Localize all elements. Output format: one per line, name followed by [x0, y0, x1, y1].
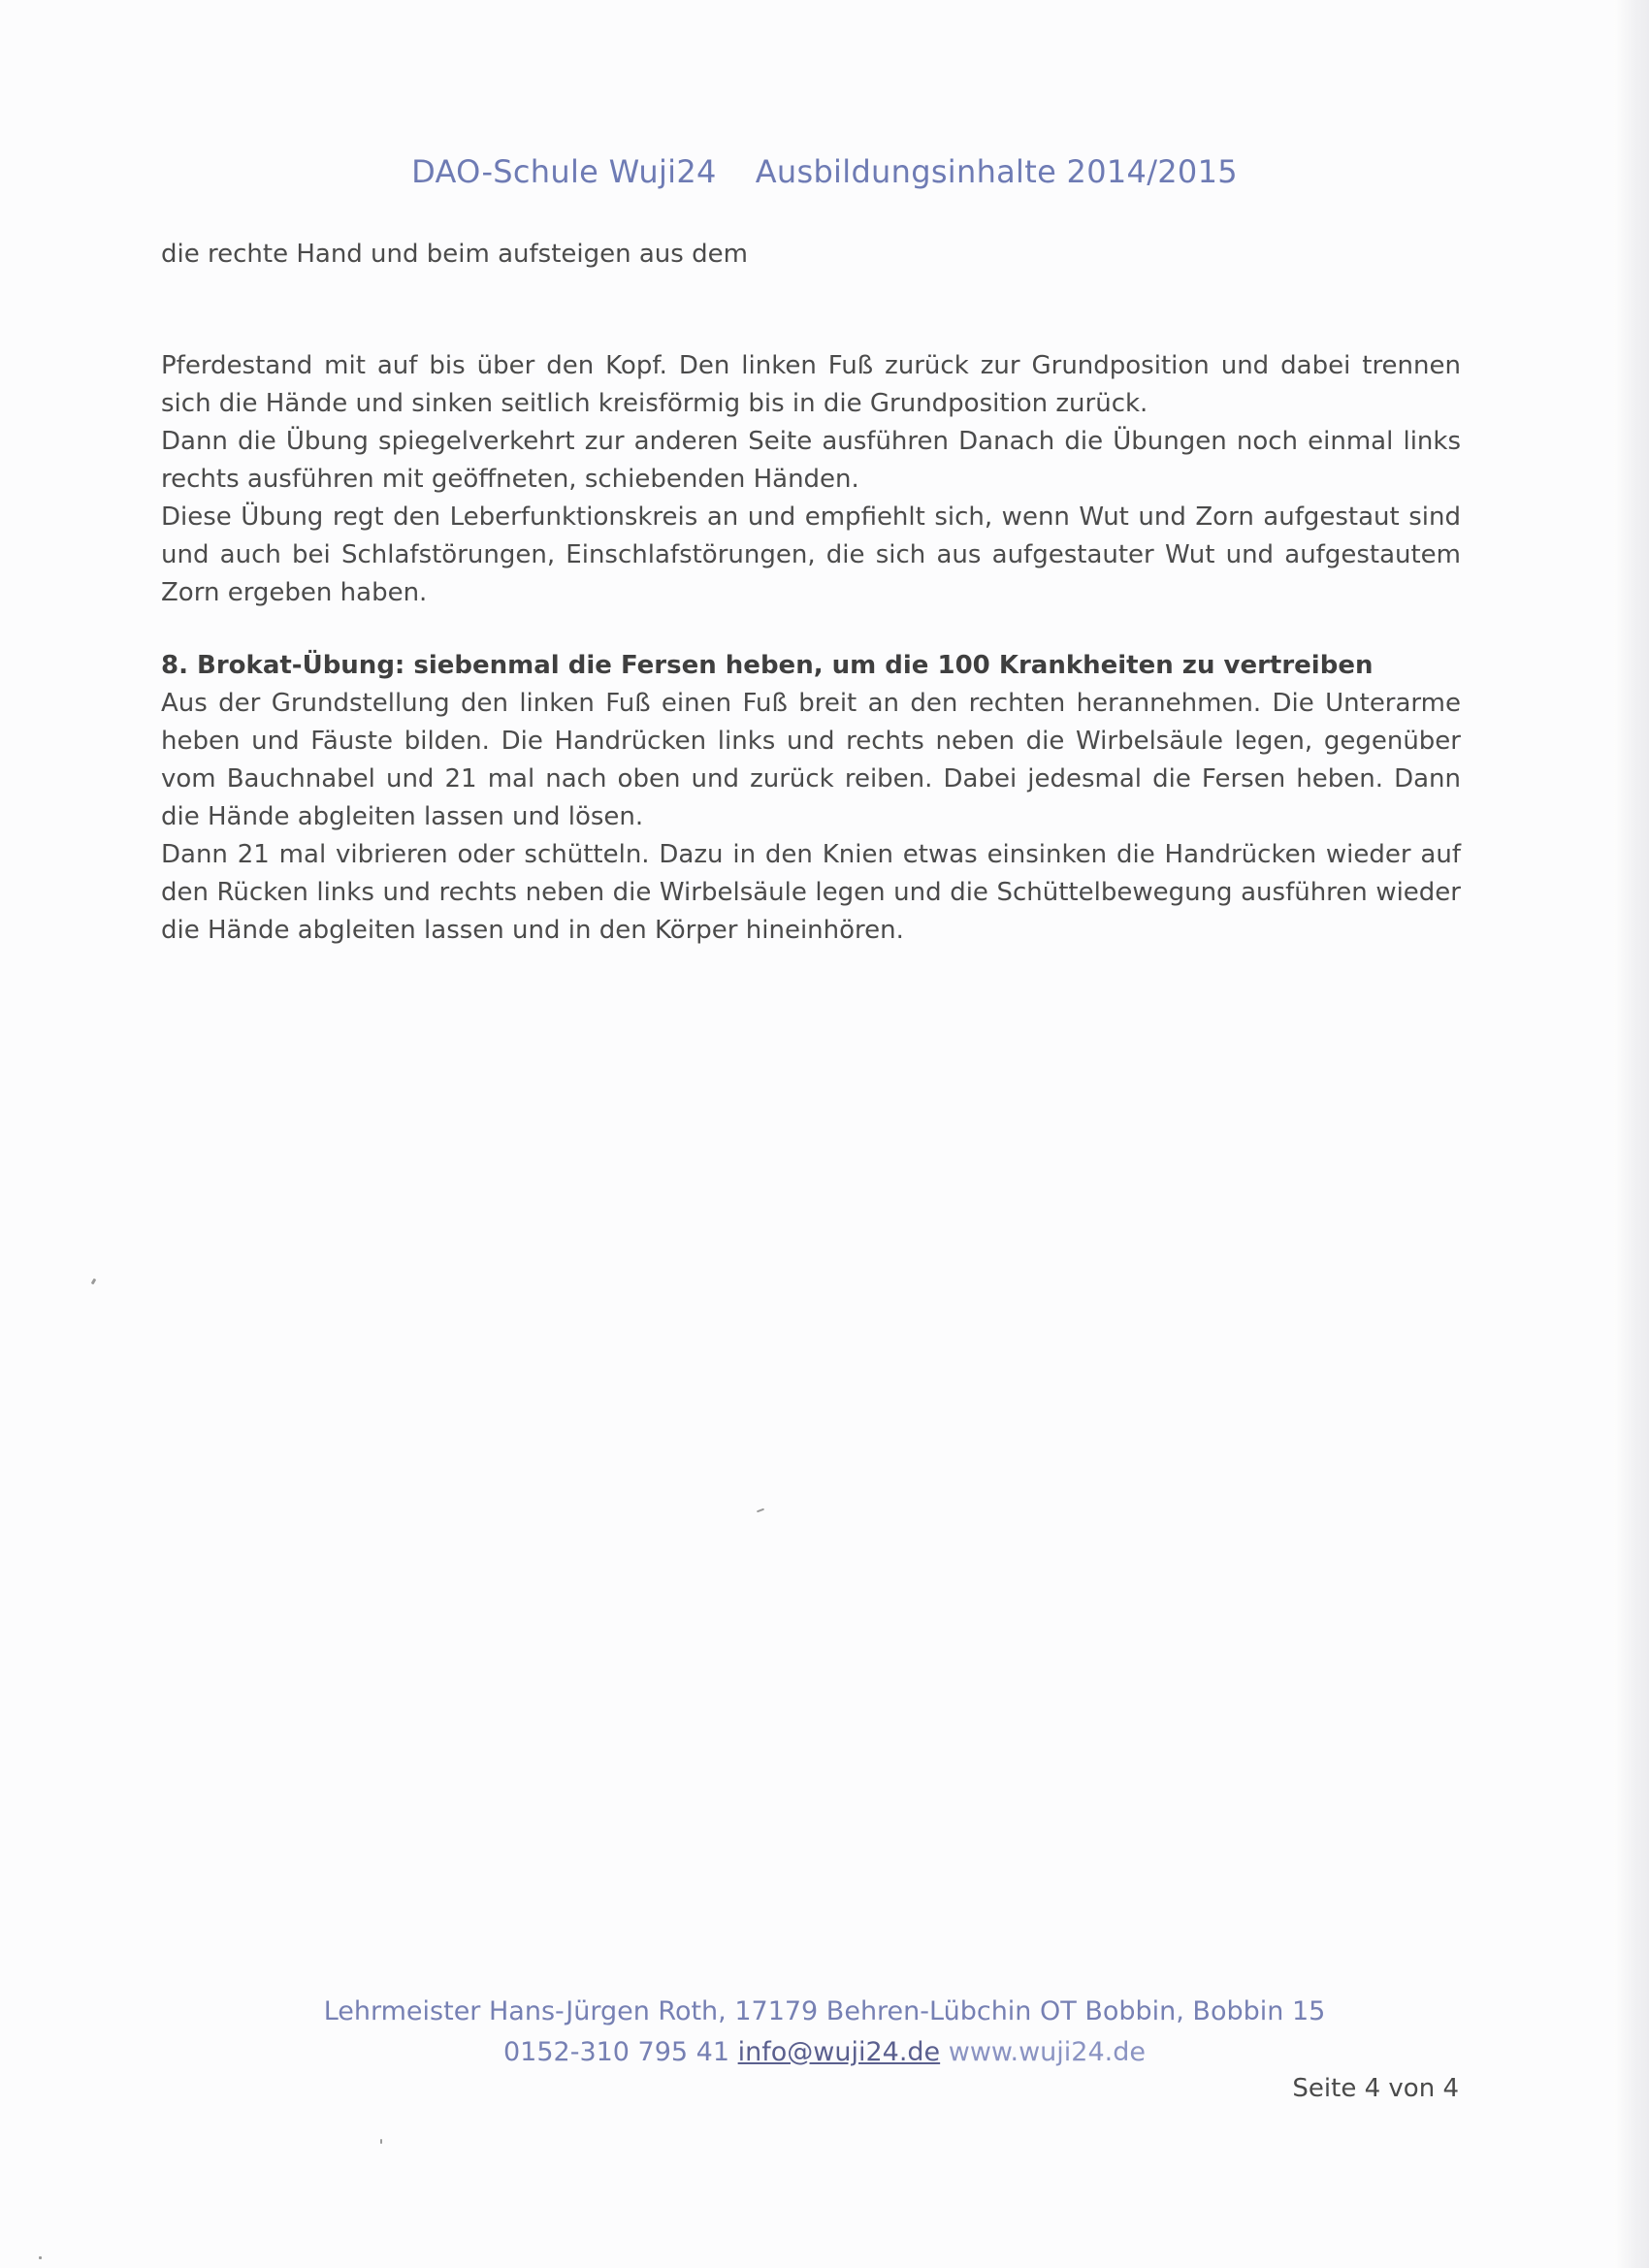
scan-speck — [39, 2256, 42, 2259]
body-first-line-block — [161, 236, 1461, 274]
body-first-line: die rechte Hand und beim aufsteigen aus dem — [161, 240, 748, 269]
scan-speck — [757, 1508, 764, 1513]
footer-website-link[interactable]: www.wuji24.de — [948, 2037, 1146, 2067]
footer-address: Lehrmeister Hans-Jürgen Roth, 17179 Behren-Lübchin OT Bobbin, Bobbin 15 — [323, 1996, 1326, 2026]
body-paragraph-1: Pferdestand mit auf bis über den Kopf. Den linken Fuß zurück zur Grundposition und dabei trennen sich die Hände und sinken seitlich kreisförmig bis in die Grundposition zurück. — [161, 351, 1461, 418]
body-main-block — [161, 347, 1461, 612]
document-header — [0, 153, 1649, 190]
scan-speck — [380, 2139, 382, 2144]
scan-edge-shadow — [1614, 0, 1649, 2268]
body-paragraph-2: Dann die Übung spiegelverkehrt zur anderen Seite ausführen Danach die Übungen noch einmal links rechts ausführen mit geöffneten, schiebenden Händen. — [161, 427, 1461, 494]
section-heading: 8. Brokat-Übung: siebenmal die Fersen heben, um die 100 Krankheiten zu vertreiben — [161, 651, 1374, 680]
header-school-name: DAO-Schule Wuji24 — [411, 153, 717, 190]
footer-contact — [0, 2037, 1649, 2067]
header-subtitle: Ausbildungsinhalte 2014/2015 — [755, 153, 1238, 190]
body-paragraph-5: Dann 21 mal vibrieren oder schütteln. Dazu in den Knien etwas einsinken die Handrücken wieder auf den Rücken links und rechts neben die Wirbelsäule legen und die Schüttelbewegung ausführen wieder die Hände abgleiten lassen und in den Körper hineinhören. — [161, 840, 1461, 945]
footer-phone: 0152-310 795 41 — [502, 2037, 730, 2067]
scan-speck — [91, 1279, 97, 1285]
footer-email-link[interactable]: info@wuji24.de — [737, 2037, 941, 2067]
body-paragraph-4: Aus der Grundstellung den linken Fuß einen Fuß breit an den rechten herannehmen. Die Unterarme heben und Fäuste bilden. Die Handrücken links und rechts neben die Wirbelsäule legen, gegenüber vom Bauchnabel und 21 mal nach oben und zurück reiben. Dabei jedesmal die Fersen heben. Dann die Hände abgleiten lassen und lösen. — [161, 689, 1461, 831]
body-paragraph-3: Diese Übung regt den Leberfunktionskreis an und empfiehlt sich, wenn Wut und Zorn aufgestaut sind und auch bei Schlafstörungen, Einschlafstörungen, die sich aus aufgestauter Wut und aufgestautem Zorn ergeben haben. — [161, 502, 1461, 607]
section-8-block — [161, 647, 1461, 950]
page-number: Seite 4 von 4 — [1292, 2074, 1459, 2103]
